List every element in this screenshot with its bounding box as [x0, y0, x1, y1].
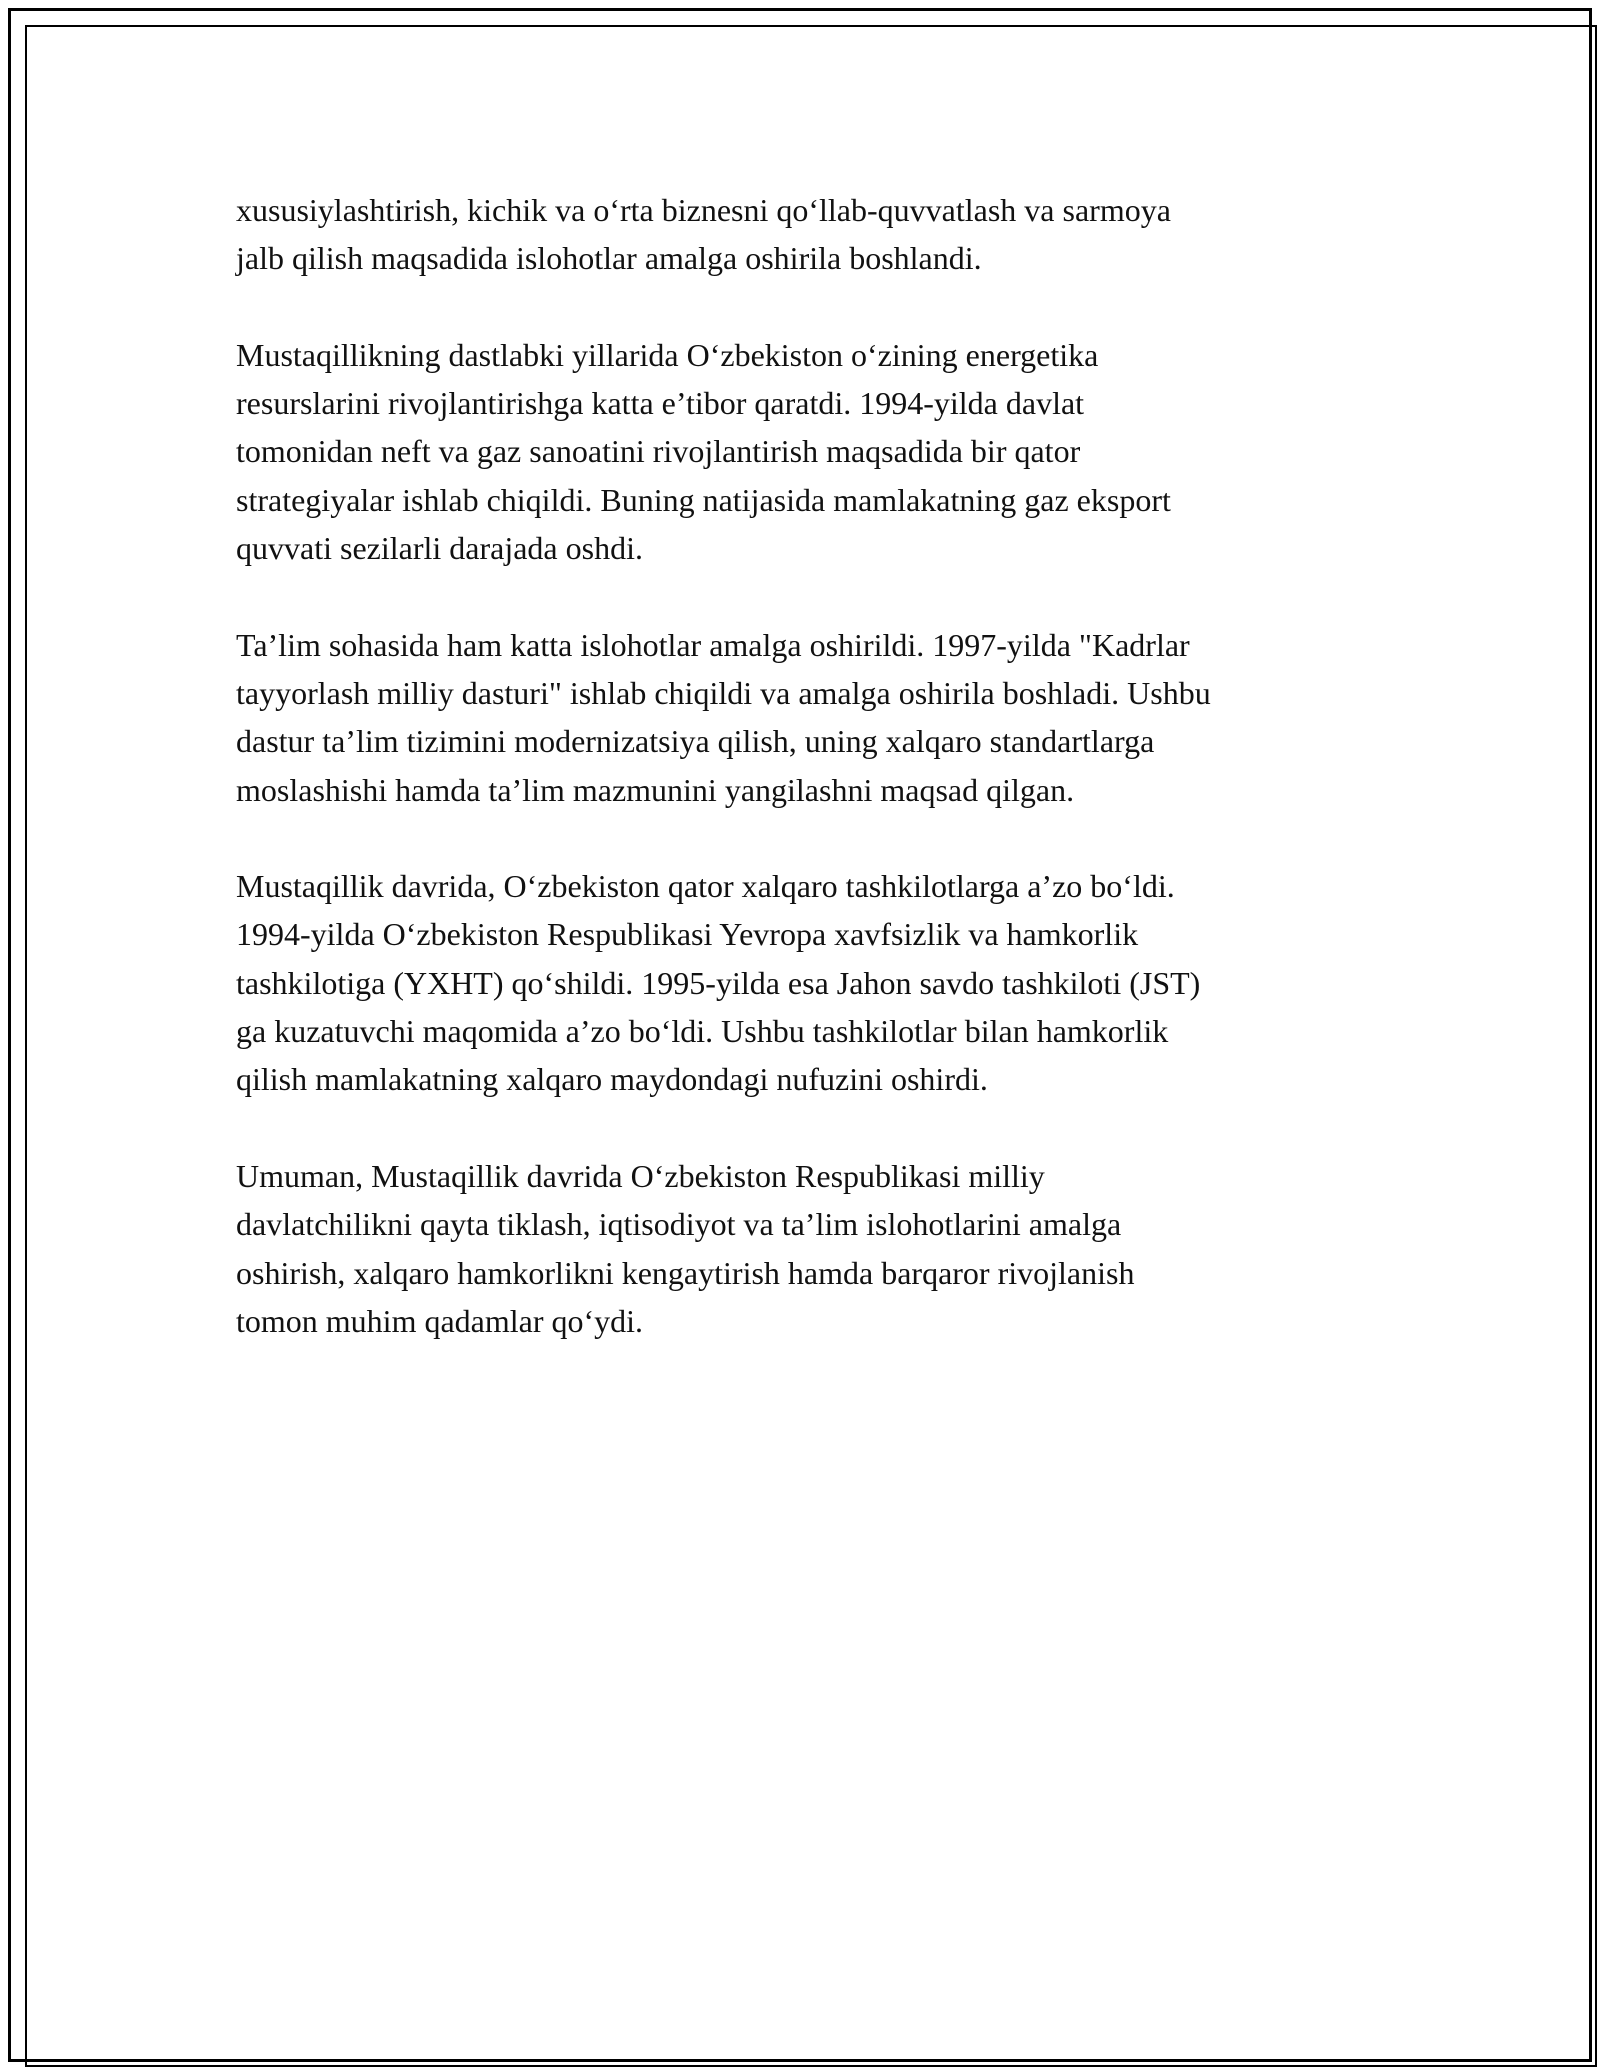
paragraph-international: Mustaqillik davrida, O‘zbekiston qator xalqaro tashkilotlarga a’zo bo‘ldi. 1994-yilda O‘zbekiston Respublikasi Yevropa xavfsizlik va hamkorlik tashkilotiga (YXHT) qo‘shildi. 1995-yilda esa Jahon savdo tashkiloti (JST) ga kuzatuvchi maqomida a’zo bo‘ldi. Ushbu tashkilotlar bilan hamkorlik qilish mamlakatning xalqaro maydondagi nufuzini oshirdi. — [236, 868, 1201, 1098]
paragraph-conclusion: Umuman, Mustaqillik davrida O‘zbekiston Respublikasi milliy davlatchilikni qayta tiklash, iqtisodiyot va ta’lim islohotlarini amalga oshirish, xalqaro hamkorlikni kengaytirish hamda barqaror rivojlanish tomon muhim qadamlar qo‘ydi. — [236, 1157, 1135, 1339]
paragraph-education: Ta’lim sohasida ham katta islohotlar amalga oshirildi. 1997-yilda "Kadrlar tayyorlash milliy dasturi" ishlab chiqildi va amalga oshirila boshladi. Ushbu dastur ta’lim tizimini modernizatsiya qilish, uning xalqaro standartlarga moslashishi hamda ta’lim mazmunini yangilashni maqsad qilgan. — [236, 626, 1211, 808]
paragraph-energy: Mustaqillikning dastlabki yillarida O‘zbekiston o‘zining energetika resurslarini rivojlantirishga katta e’tibor qaratdi. 1994-yilda davlat tomonidan neft va gaz sanoatini rivojlantirish maqsadida bir qator strategiyalar ishlab chiqildi. Buning natijasida mamlakatning gaz eksport quvvati sezilarli darajada oshdi. — [236, 336, 1171, 567]
document-body — [236, 186, 1376, 1393]
paragraph-privatization: xususiylashtirish, kichik va o‘rta biznesni qo‘llab-quvvatlash va sarmoya jalb qilish maqsadida islohotlar amalga oshirila boshlandi. — [236, 192, 1171, 277]
